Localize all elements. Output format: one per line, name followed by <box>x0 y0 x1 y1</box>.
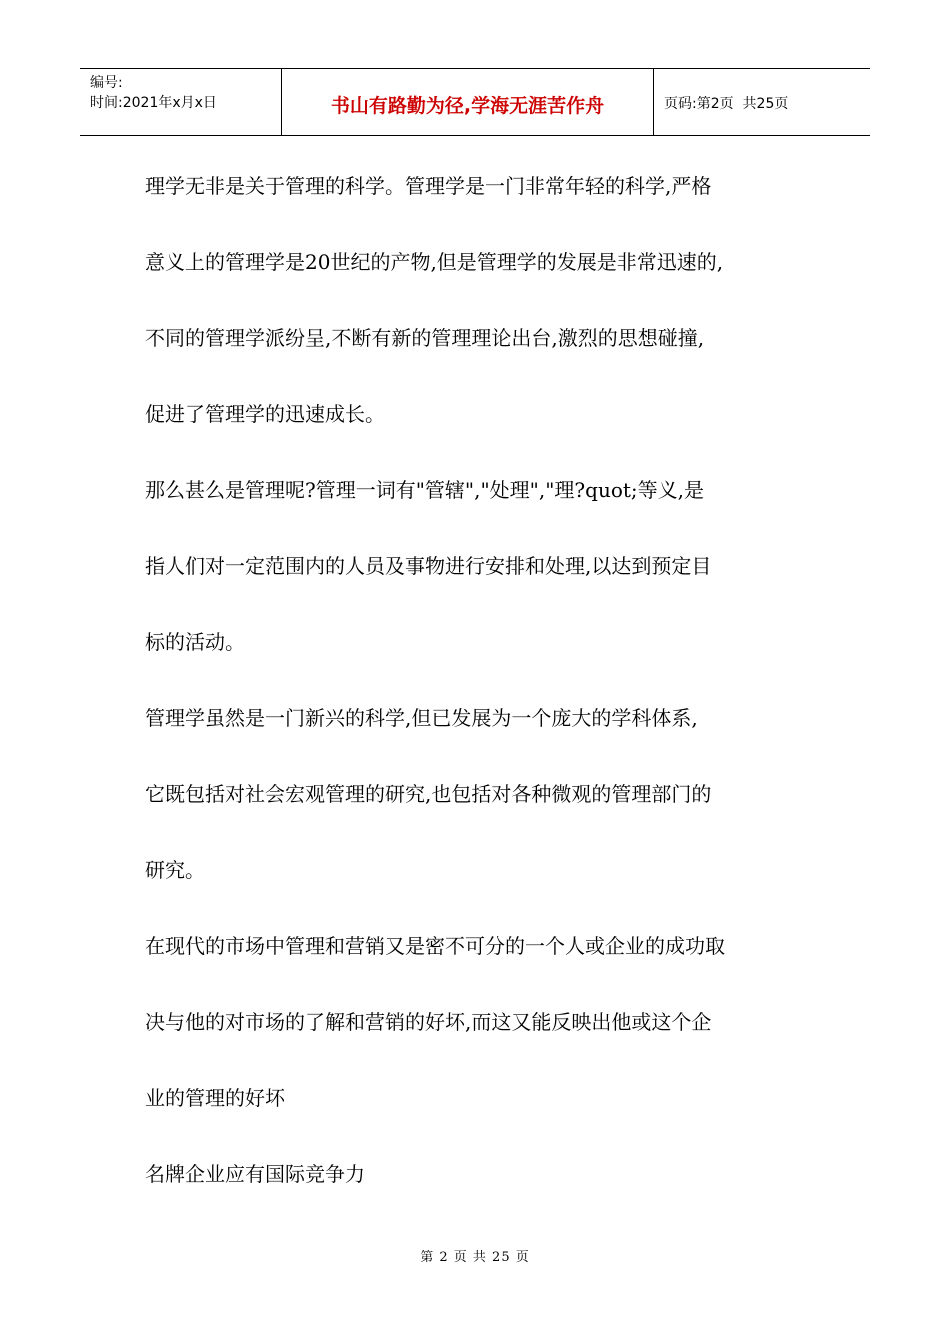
body-line: 促进了管理学的迅速成长。 <box>145 402 385 426</box>
page-header <box>80 68 870 136</box>
header-motto <box>282 69 654 135</box>
motto-text: 书山有路勤为径,学海无涯苦作舟 <box>330 94 605 117</box>
body-line: 名牌企业应有国际竞争力 <box>145 1162 365 1186</box>
header-page-code <box>654 69 870 135</box>
body-line: 研究。 <box>145 858 205 882</box>
body-line: 不同的管理学派纷呈,不断有新的管理理论出台,激烈的思想碰撞, <box>145 326 705 350</box>
document-body <box>145 148 815 1212</box>
document-date: 时间:2021年x月x日 <box>90 95 217 111</box>
body-line: 在现代的市场中管理和营销又是密不可分的一个人或企业的成功取 <box>145 934 725 958</box>
body-line: 管理学虽然是一门新兴的科学,但已发展为一个庞大的学科体系, <box>145 706 698 730</box>
document-number: 编号: <box>90 75 123 91</box>
body-line: 标的活动。 <box>145 630 245 654</box>
header-meta <box>80 69 282 135</box>
body-line: 它既包括对社会宏观管理的研究,也包括对各种微观的管理部门的 <box>145 782 712 806</box>
body-line: 业的管理的好坏 <box>145 1086 285 1110</box>
body-line: 那么甚么是管理呢?管理一词有"管辖","处理","理?quot;等义,是 <box>145 478 705 502</box>
page-footer: 第 2 页 共 25 页 <box>420 1250 530 1265</box>
body-line: 决与他的对市场的了解和营销的好坏,而这又能反映出他或这个企 <box>145 1010 712 1034</box>
body-line: 指人们对一定范围内的人员及事物进行安排和处理,以达到预定目 <box>145 554 712 578</box>
page-code: 页码:第2页 共25页 <box>664 96 789 112</box>
body-line: 意义上的管理学是20世纪的产物,但是管理学的发展是非常迅速的, <box>145 250 724 274</box>
body-line: 理学无非是关于管理的科学。管理学是一门非常年轻的科学,严格 <box>145 174 712 198</box>
